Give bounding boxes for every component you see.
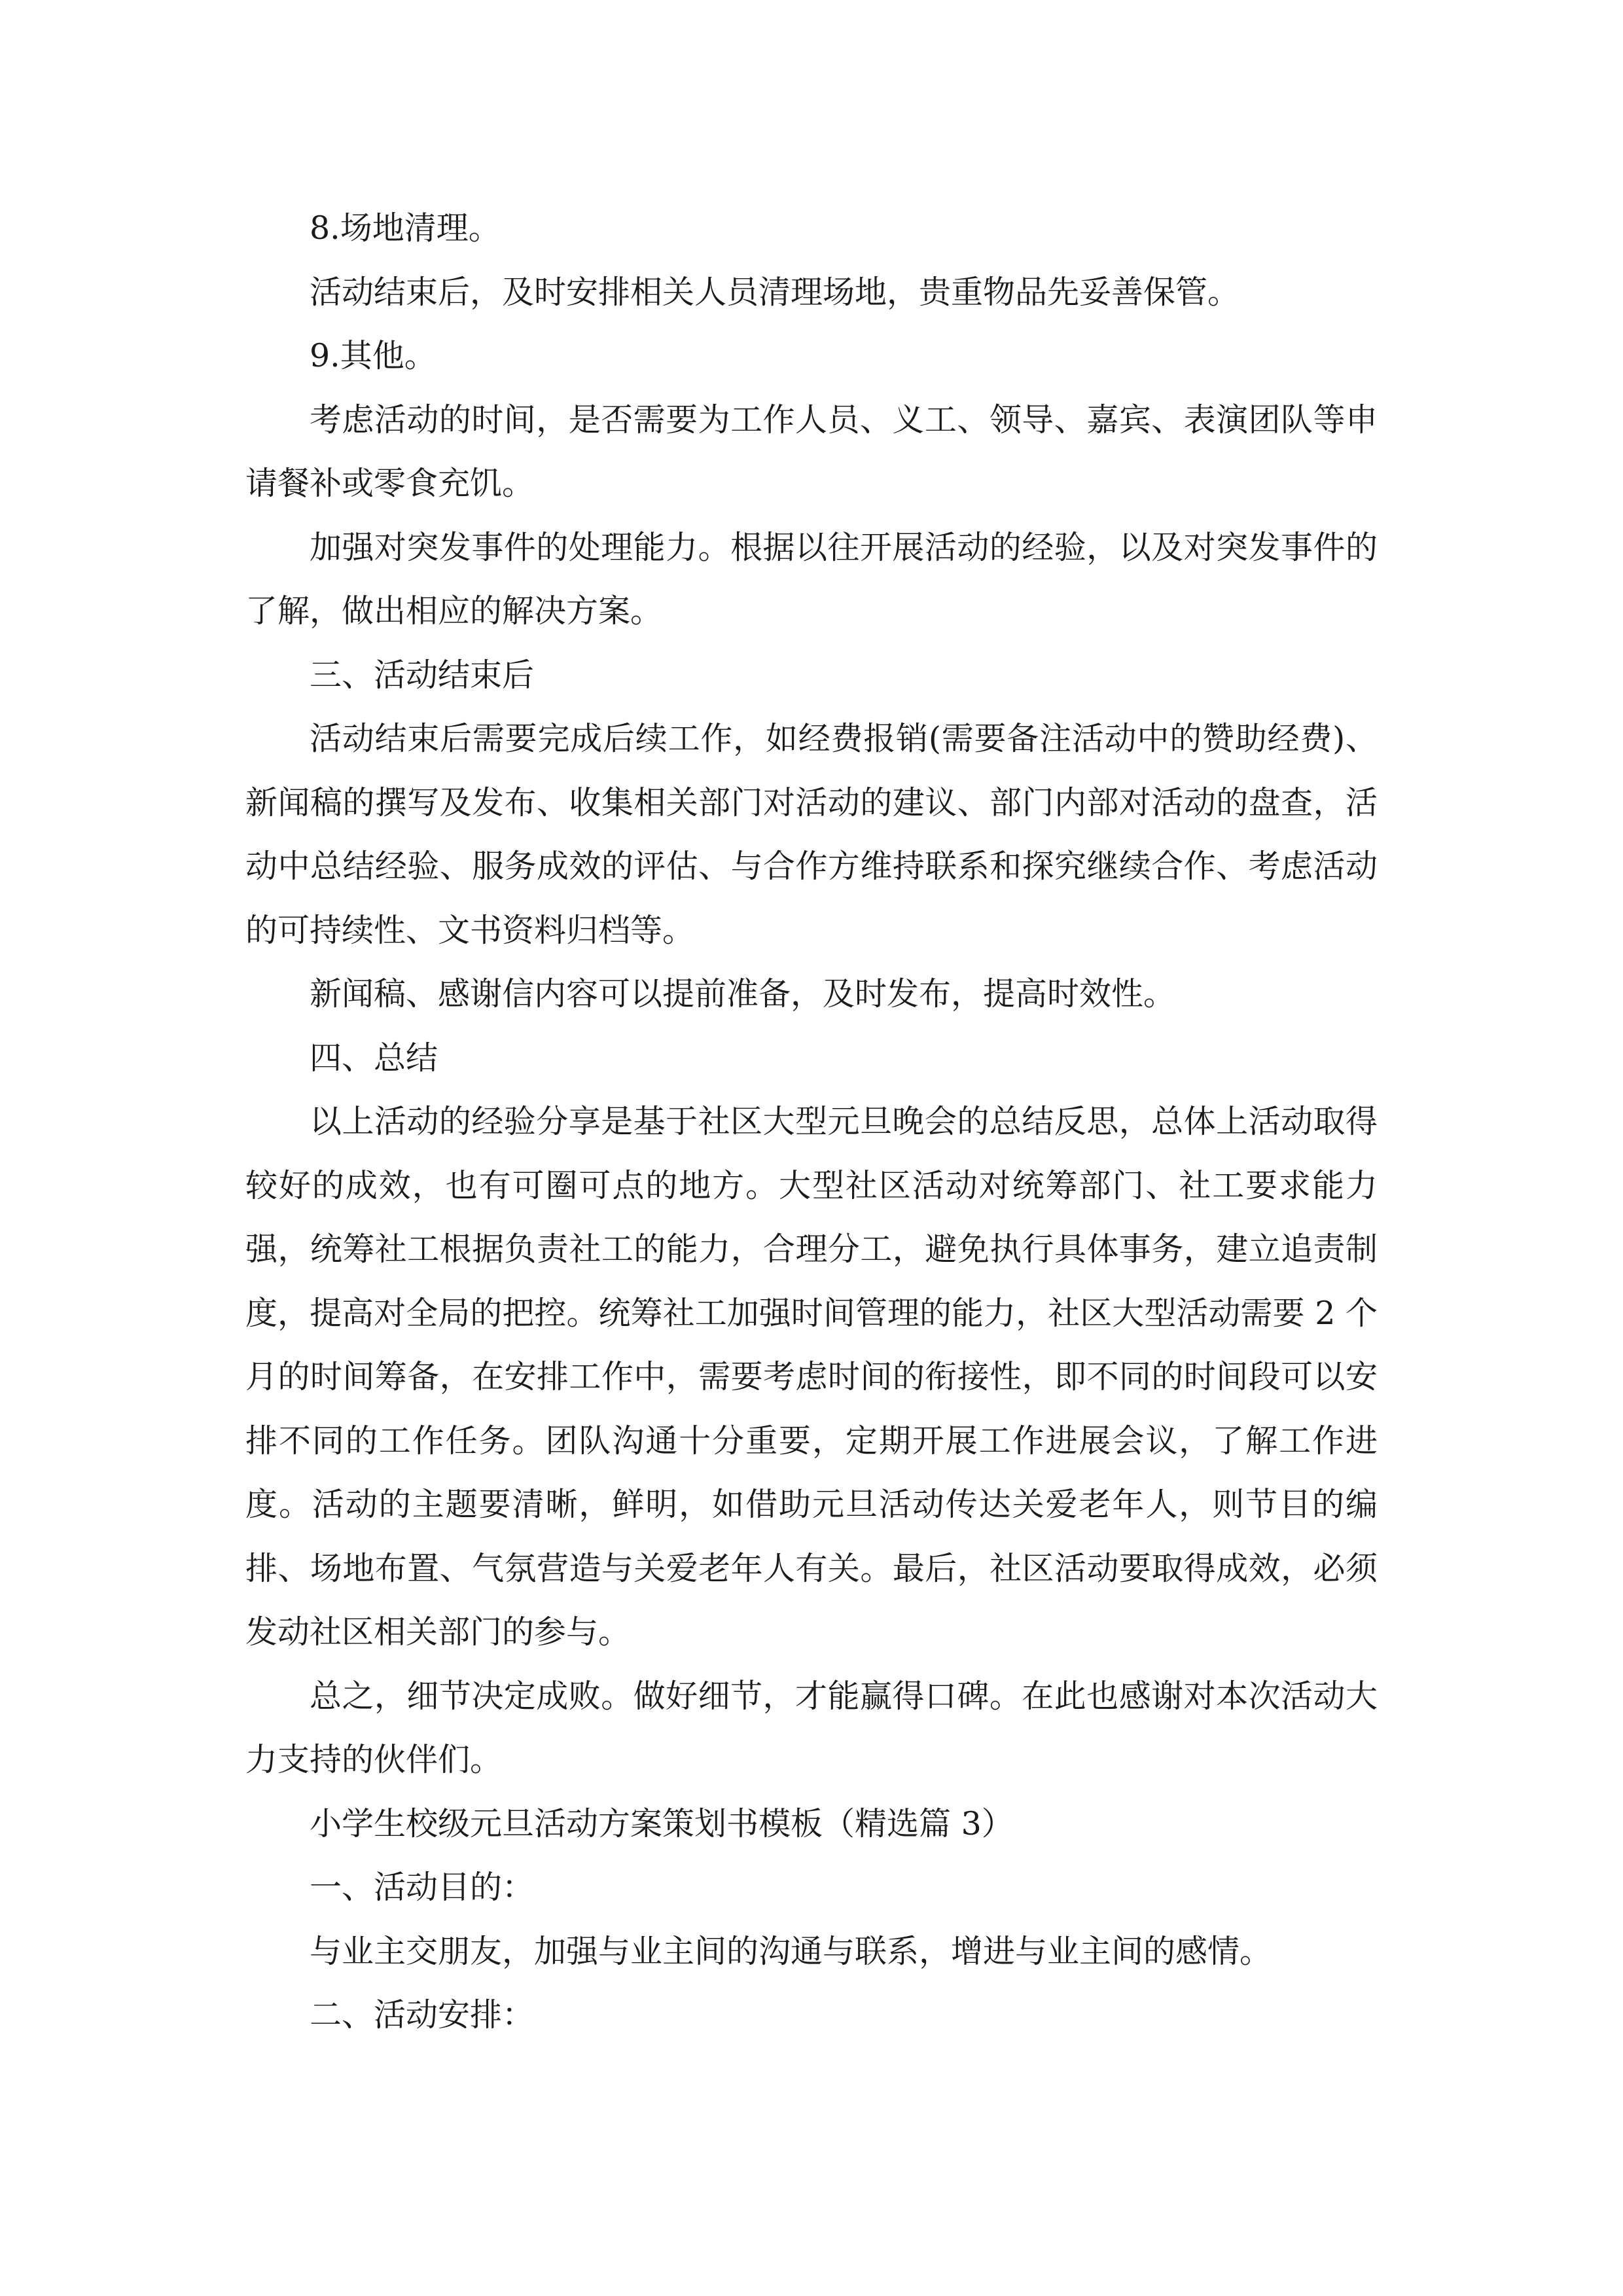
section-heading-after-activity: 三、活动结束后 <box>310 656 535 694</box>
paragraph-press-release: 新闻稿、感谢信内容可以提前准备，及时发布，提高时效性。 <box>310 975 1176 1013</box>
paragraph-follow-up-work: 活动结束后需要完成后续工作，如经费报销(需要备注活动中的赞助经费)、新闻稿的撰写及发布、收集相关部门对活动的建议、部门内部对活动的盘查，活动中总结经验、服务成效的评估、与合作方维持联系和探究继续合作、考虑活动的可持续性、文书资料归档等。 <box>245 720 1378 949</box>
paragraph-purpose: 与业主交朋友，加强与业主间的沟通与联系，增进与业主间的感情。 <box>310 1932 1272 1970</box>
document-page <box>245 196 1378 2047</box>
paragraph-conclusion: 总之，细节决定成败。做好细节，才能赢得口碑。在此也感谢对本次活动大力支持的伙伴们。 <box>245 1677 1378 1778</box>
paragraph-emergency-handling: 加强对突发事件的处理能力。根据以往开展活动的经验，以及对突发事件的了解，做出相应的解决方案。 <box>245 528 1378 630</box>
paragraph-site-cleanup: 活动结束后，及时安排相关人员清理场地，贵重物品先妥善保管。 <box>310 273 1240 311</box>
article-title: 小学生校级元旦活动方案策划书模板（精选篇 3） <box>310 1804 1014 1842</box>
section-heading-other: 9.其他。 <box>310 337 437 374</box>
section-heading-purpose: 一、活动目的： <box>310 1869 535 1906</box>
section-heading-arrangement: 二、活动安排： <box>310 1996 535 2034</box>
section-heading-summary: 四、总结 <box>310 1039 438 1077</box>
paragraph-meal-allowance: 考虑活动的时间，是否需要为工作人员、义工、领导、嘉宾、表演团队等申请餐补或零食充饥。 <box>245 401 1378 502</box>
paragraph-summary: 以上活动的经验分享是基于社区大型元旦晚会的总结反思，总体上活动取得较好的成效，也有可圈可点的地方。大型社区活动对统筹部门、社工要求能力强，统筹社工根据负责社工的能力，合理分工，避免执行具体事务，建立追责制度，提高对全局的把控。统筹社工加强时间管理的能力，社区大型活动需要 2 个月的时间筹备，在安排工作中，需要考虑时间的衔接性，即不同的时间段可以安排不同的工作任务。团队沟通十分重要，定期开展工作进展会议，了解工作进度。活动的主题要清晰，鲜明，如借助元旦活动传达关爱老年人，则节目的编排、场地布置、气氛营造与关爱老年人有关。最后，社区活动要取得成效，必须发动社区相关部门的参与。 <box>245 1103 1378 1651</box>
section-heading-site-cleanup: 8.场地清理。 <box>310 209 501 247</box>
